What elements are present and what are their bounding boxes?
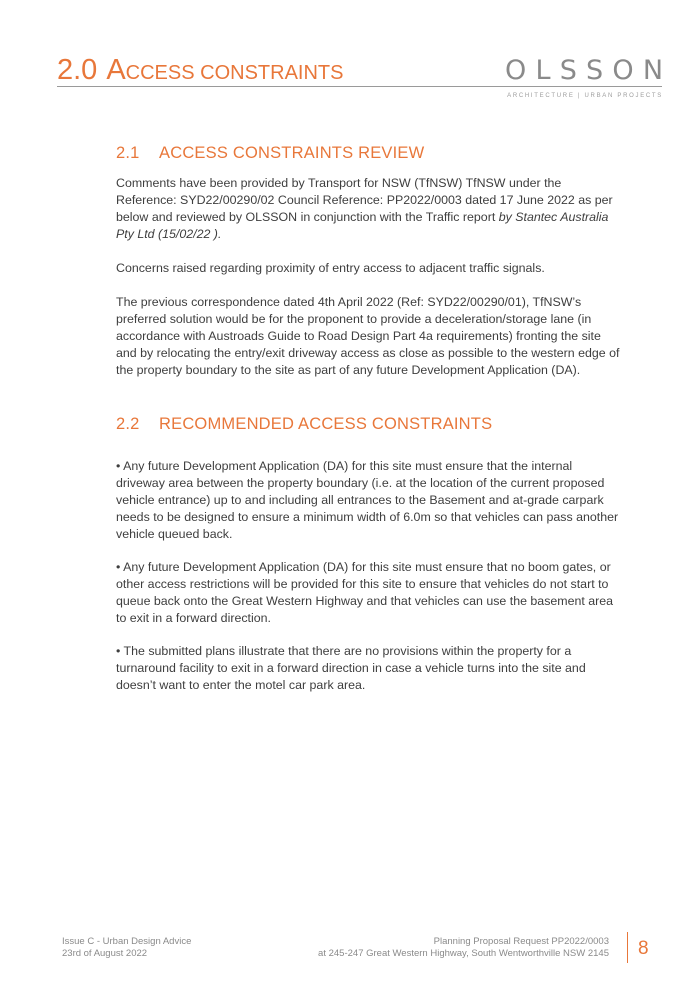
subsection-heading-2-1 (116, 143, 424, 163)
paragraph-previous-correspondence: The previous correspondence dated 4th April 2022 (Ref: SYD22/00290/01), TfNSW’s preferred solution would be for the proponent to provide a deceleration/storage lane (in accordance with Austroads Guide to Road Design Part 4a requirements) fronting the site and by relocating the entry/exit driveway access as close as possible to the western edge of the property boundary to the site as part of any future Development Application (DA). (116, 295, 620, 377)
paragraph-comments-italic: by Stantec Australia Pty Ltd (15/02/22 ). (116, 210, 609, 241)
footer-project-info (318, 936, 609, 960)
subsection-heading-2-2 (116, 414, 492, 434)
bullet-driveway-width: • Any future Development Application (DA) for this site must ensure that the internal driveway area between the property boundary (i.e. at the location of the current proposed vehicle entrance) up to and including all entrances to the Basement and at-grade carpark needs to be designed to ensure a minimum width of 6.0m so that vehicles can pass another vehicle queued back. (116, 459, 619, 541)
page-number: 8 (638, 938, 649, 959)
section-title-rest: CCESS CONSTRAINTS (125, 62, 344, 84)
header-divider (57, 86, 662, 87)
footer-date: 23rd of August 2022 (62, 948, 148, 959)
paragraph-concerns: Concerns raised regarding proximity of entry access to adjacent traffic signals. (116, 261, 545, 275)
olsson-logo: OLSSON (505, 55, 673, 86)
paragraph-comments-text: Comments have been provided by Transport for NSW (TfNSW) TfNSW under the Reference: SYD22/00290/02 Council Reference: PP2022/0003 dated 17 June 2022 as per below and reviewed by OLSSON in conjunction with the Traffic report (116, 176, 613, 224)
footer-address: at 245-247 Great Western Highway, South Wentworthville NSW 2145 (318, 948, 609, 959)
page-header (0, 0, 694, 110)
section-title-initial: A (106, 54, 126, 86)
subsection-title: ACCESS CONSTRAINTS REVIEW (159, 144, 425, 162)
footer-request: Planning Proposal Request PP2022/0003 (433, 936, 609, 947)
bullet-no-boom-gates: • Any future Development Application (DA) for this site must ensure that no boom gates, or other access restrictions will be provided for this site to ensure that vehicles do not start to queue back onto the Great Western Highway and that vehicles can use the basement area to exit in a forward direction. (116, 560, 614, 625)
logo-tagline: ARCHITECTURE | URBAN PROJECTS (507, 93, 663, 99)
subsection-number: 2.2 (116, 415, 140, 433)
footer-issue-info (62, 936, 191, 960)
subsection-number: 2.1 (116, 144, 140, 162)
section-number: 2.0 (57, 54, 98, 86)
footer-divider (627, 932, 628, 963)
section-heading (57, 53, 343, 90)
bullet-turnaround-facility: • The submitted plans illustrate that there are no provisions within the property for a turnaround facility to exit in a forward direction in case a vehicle turns into the site and doesn’t want to enter the motel car park area. (116, 644, 586, 692)
paragraph-comments (116, 175, 624, 243)
subsection-title: RECOMMENDED ACCESS CONSTRAINTS (159, 415, 493, 433)
footer-issue: Issue C - Urban Design Advice (62, 936, 192, 947)
